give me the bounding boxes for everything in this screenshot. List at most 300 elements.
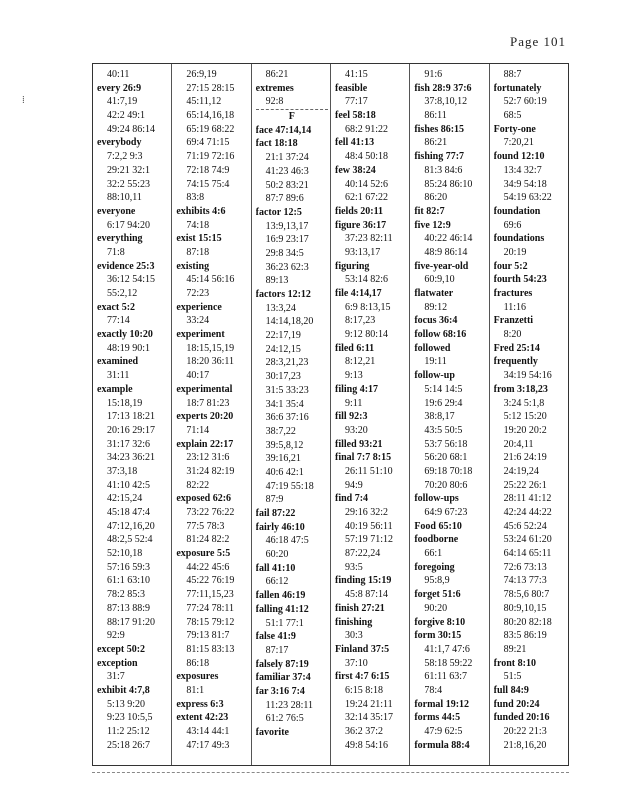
page-line-reference: 48:2,5 52:4 xyxy=(107,534,153,546)
page-line-reference: 19:20 20:2 xyxy=(503,424,547,436)
index-term: everyone xyxy=(97,205,136,217)
page-line-reference: 13:4 32:7 xyxy=(503,164,542,176)
page-line-reference: 28:11 41:12 xyxy=(503,493,552,505)
index-term: followed xyxy=(414,342,451,354)
page-line-reference: 80:9,10,15 xyxy=(503,602,547,614)
index-term: fairly 46:10 xyxy=(255,521,305,533)
page-line-reference: 81:24 82:2 xyxy=(186,534,230,546)
page-line-reference: 34:9 54:18 xyxy=(503,178,547,190)
page-line-reference: 29:8 34:5 xyxy=(265,247,304,259)
page-line-reference: 71:14 xyxy=(186,424,210,436)
index-term: focus 36:4 xyxy=(414,315,458,327)
page-line-reference: 31:24 82:19 xyxy=(186,465,235,477)
page-line-reference: 77:14 xyxy=(107,315,130,327)
index-term: filed 6:11 xyxy=(334,342,375,354)
index-term: fishing 77:7 xyxy=(414,151,465,163)
page-line-reference: 6:15 8:18 xyxy=(344,684,384,696)
page-line-reference: 40:6 42:1 xyxy=(265,466,304,478)
page-line-reference: 72:23 xyxy=(186,288,210,299)
index-term: Forty-one xyxy=(493,123,536,135)
page-line-reference: 73:22 76:22 xyxy=(186,507,235,518)
page-line-reference: 77:24 78:11 xyxy=(186,602,235,614)
index-term: foundations xyxy=(493,233,545,245)
page-line-reference: 54:19 63:22 xyxy=(503,192,552,204)
page-line-reference: 88:7 xyxy=(503,69,522,80)
page-line-reference: 21:6 24:19 xyxy=(503,452,547,464)
page-line-reference: 46:18 47:5 xyxy=(265,535,309,547)
page-line-reference: 45:8 87:14 xyxy=(344,589,389,601)
page-line-reference: 87:17 xyxy=(265,644,289,656)
page-line-reference: 92:8 xyxy=(265,96,284,108)
page-line-reference: 45:6 52:24 xyxy=(503,520,547,532)
page-line-reference: 52:10,18 xyxy=(107,548,143,560)
page-line-reference: 80:20 82:18 xyxy=(503,616,552,628)
index-term: foodborne xyxy=(414,534,459,546)
page-line-reference: 31:11 xyxy=(107,370,130,382)
page-line-reference: 45:22 76:19 xyxy=(186,575,235,587)
page-line-reference: 36:6 37:16 xyxy=(265,412,309,424)
index-term: experts 20:20 xyxy=(176,411,234,423)
page-line-reference: 87:22,24 xyxy=(344,548,381,560)
page-line-reference: 61:11 63:7 xyxy=(424,671,467,683)
section-letter: F xyxy=(256,109,328,124)
index-term: follow-up xyxy=(414,370,455,382)
page-line-reference: 24:19,24 xyxy=(503,465,539,477)
page-line-reference: 89:13 xyxy=(265,275,289,287)
page-line-reference: 40:22 46:14 xyxy=(424,233,473,245)
page-line-reference: 57:16 59:3 xyxy=(107,561,151,573)
page-line-reference: 21:1 37:24 xyxy=(265,152,309,164)
page-line-reference: 60:20 xyxy=(265,549,289,561)
index-term: face 47:14,14 xyxy=(255,124,312,136)
page-line-reference: 36:2 37:2 xyxy=(344,726,384,737)
page-line-reference: 83:8 xyxy=(186,192,205,204)
page-line-reference: 78:15 79:12 xyxy=(186,616,235,628)
page-line-reference: 25:22 26:1 xyxy=(503,479,547,491)
page-line-reference: 92:9 xyxy=(107,630,125,642)
page-line-reference: 45:14 56:16 xyxy=(186,274,235,286)
page-line-reference: 8:12,21 xyxy=(344,356,376,368)
page-line-reference: 52:7 60:19 xyxy=(503,96,547,108)
page-line-reference: 18:7 81:23 xyxy=(186,397,230,409)
index-term: few 38:24 xyxy=(334,164,376,176)
page-line-reference: 53:24 61:20 xyxy=(503,534,552,546)
page-line-reference: 93:5 xyxy=(344,561,363,573)
page-line-reference: 20:4,11 xyxy=(503,438,534,450)
page-line-reference: 45:11,12 xyxy=(186,96,222,108)
page-line-reference: 37:23 82:11 xyxy=(344,233,393,245)
page-line-reference: 41:10 42:5 xyxy=(107,479,151,491)
index-term: exposure 5:5 xyxy=(176,548,231,560)
page-line-reference: 66:12 xyxy=(265,576,289,588)
page-line-reference: 57:19 71:12 xyxy=(344,534,394,546)
page-line-reference: 22:17,19 xyxy=(265,330,301,342)
page-line-reference: 29:16 32:2 xyxy=(344,507,389,518)
page-line-reference: 43:5 50:5 xyxy=(424,424,463,436)
page-line-reference: 24:12,15 xyxy=(265,343,301,355)
page-line-reference: 34:23 36:21 xyxy=(107,452,156,464)
page-line-reference: 53:14 82:6 xyxy=(344,274,389,286)
index-term: formal 19:12 xyxy=(414,698,470,710)
page-number: Page 101 xyxy=(509,34,566,49)
page-line-reference: 42:15,24 xyxy=(107,493,143,505)
page-line-reference: 77:11,15,23 xyxy=(186,589,234,601)
page-line-reference: 16:9 23:17 xyxy=(265,234,309,246)
index-term: fishes 86:15 xyxy=(414,123,465,135)
page-line-reference: 71:8 xyxy=(107,246,125,258)
page-line-reference: 5:14 14:5 xyxy=(424,383,463,395)
page-line-reference: 81:3 84:6 xyxy=(424,164,463,176)
page-line-reference: 89:21 xyxy=(503,643,527,655)
page-line-reference: 8:20 xyxy=(503,329,522,341)
page-line-reference: 93:13,17 xyxy=(344,246,381,258)
page-line-reference: 40:19 56:11 xyxy=(344,520,393,532)
page-line-reference: 91:6 xyxy=(424,69,443,80)
page-line-reference: 30:3 xyxy=(344,630,363,642)
index-term: form 30:15 xyxy=(414,630,462,642)
page-line-reference: 40:11 xyxy=(107,69,130,80)
index-term: experimental xyxy=(176,383,233,395)
page-line-reference: 61:2 76:5 xyxy=(265,713,304,725)
page-line-reference: 31:17 32:6 xyxy=(107,438,151,450)
index-term: explain 22:17 xyxy=(176,438,234,450)
page-line-reference: 29:21 32:1 xyxy=(107,164,151,176)
index-term: experiment xyxy=(176,329,225,341)
page-line-reference: 47:17 49:3 xyxy=(186,739,230,751)
index-column xyxy=(330,64,409,765)
page-line-reference: 44:22 45:6 xyxy=(186,561,230,573)
index-term: everybody xyxy=(97,137,142,149)
page-line-reference: 28:3,21,23 xyxy=(265,357,309,369)
page-line-reference: 3:24 5:1,8 xyxy=(503,397,545,409)
index-term: follow-ups xyxy=(414,493,459,505)
index-term: except 50:2 xyxy=(97,643,146,655)
page-line-reference: 82:22 xyxy=(186,479,210,491)
page-line-reference: 41:1,7 47:6 xyxy=(424,643,470,655)
index-term: forgive 8:10 xyxy=(414,616,466,628)
page-line-reference: 37:8,10,12 xyxy=(424,96,468,108)
page-line-reference: 74:18 xyxy=(186,219,210,231)
page-line-reference: 49:8 54:16 xyxy=(344,739,389,751)
page-line-reference: 41:23 46:3 xyxy=(265,165,309,177)
index-term: fractures xyxy=(493,288,533,299)
page-line-reference: 68:2 91:22 xyxy=(344,123,389,135)
index-term: familiar 37:4 xyxy=(255,672,311,684)
page-line-reference: 9:23 10:5,5 xyxy=(107,712,153,724)
page-line-reference: 41:15 xyxy=(344,69,368,80)
page-line-reference: 11:23 28:11 xyxy=(265,699,313,711)
page-line-reference: 18:15,15,19 xyxy=(186,342,235,354)
index-column xyxy=(489,64,568,765)
page-line-reference: 60:9,10 xyxy=(424,274,455,286)
page-line-reference: 42:2 49:1 xyxy=(107,110,146,122)
page-line-reference: 8:17,23 xyxy=(344,315,376,327)
index-term: exhibit 4:7,8 xyxy=(97,684,150,696)
index-term: feel 58:18 xyxy=(334,110,376,122)
index-term: fail 87:22 xyxy=(255,508,296,519)
page-line-reference: 51:1 77:1 xyxy=(265,617,304,629)
page-line-reference: 6:17 94:20 xyxy=(107,219,151,231)
page-line-reference: 13:9,13,17 xyxy=(265,220,309,232)
page-line-reference: 48:4 50:18 xyxy=(344,151,389,163)
page-line-reference: 17:13 18:21 xyxy=(107,411,156,423)
index-term: Franzetti xyxy=(493,315,534,327)
page-line-reference: 78:4 xyxy=(424,684,443,696)
page-line-reference: 87:9 xyxy=(265,494,284,506)
index-term: exposed 62:6 xyxy=(176,493,232,505)
page-line-reference: 87:7 89:6 xyxy=(265,193,304,205)
index-term: five-year-old xyxy=(414,260,469,272)
page-line-reference: 20:22 21:3 xyxy=(503,726,547,737)
index-term: follow 68:16 xyxy=(414,329,467,341)
word-index-grid xyxy=(92,63,569,766)
page-line-reference: 30:17,23 xyxy=(265,371,301,383)
page-line-reference: 31:7 xyxy=(107,671,125,683)
page-line-reference: 90:20 xyxy=(424,602,448,614)
index-term: extremes xyxy=(255,82,294,94)
page-line-reference: 5:13 9:20 xyxy=(107,698,146,710)
page-line-reference: 9:13 xyxy=(344,370,363,382)
index-term: frequently xyxy=(493,356,538,368)
page-line-reference: 20:16 29:17 xyxy=(107,424,156,436)
index-term: exhibits 4:6 xyxy=(176,205,226,217)
page-line-reference: 68:5 xyxy=(503,110,522,122)
index-term: finding 15:19 xyxy=(334,575,392,587)
index-term: fall 41:10 xyxy=(255,562,296,574)
page-line-reference: 87:13 88:9 xyxy=(107,602,151,614)
index-column xyxy=(409,64,488,765)
page-line-reference: 69:18 70:18 xyxy=(424,465,473,477)
page-line-reference: 32:2 55:23 xyxy=(107,178,151,190)
page-line-reference: 38:7,22 xyxy=(265,425,296,437)
page-line-reference: 64:9 67:23 xyxy=(424,507,468,518)
page-line-reference: 18:20 36:11 xyxy=(186,356,235,368)
page-line-reference: 65:14,16,18 xyxy=(186,110,235,122)
margin-mark: ⁞ xyxy=(22,95,25,106)
index-column xyxy=(171,64,250,765)
index-term: fields 20:11 xyxy=(334,205,384,217)
page-line-reference: 62:1 67:22 xyxy=(344,192,389,204)
index-term: first 4:7 6:15 xyxy=(334,671,390,683)
index-term: four 5:2 xyxy=(493,260,528,272)
page-line-reference: 64:14 65:11 xyxy=(503,548,552,560)
index-term: Finland 37:5 xyxy=(334,643,390,655)
index-term: foundation xyxy=(493,205,541,217)
page-line-reference: 95:8,9 xyxy=(424,575,450,587)
index-term: Fred 25:14 xyxy=(493,342,540,354)
page-line-reference: 11:2 25:12 xyxy=(107,726,150,737)
index-term: fact 18:18 xyxy=(255,138,298,150)
index-term: file 4:14,17 xyxy=(334,288,382,299)
page-line-reference: 47:12,16,20 xyxy=(107,520,155,532)
index-term: five 12:9 xyxy=(414,219,451,231)
page-line-reference: 78:2 85:3 xyxy=(107,589,146,601)
page-line-reference: 74:13 77:3 xyxy=(503,575,547,587)
index-term: fish 28:9 37:6 xyxy=(414,82,472,94)
page-line-reference: 79:13 81:7 xyxy=(186,630,230,642)
page-line-reference: 43:14 44:1 xyxy=(186,726,230,737)
page-line-reference: 21:8,16,20 xyxy=(503,739,547,751)
index-term: exposures xyxy=(176,671,219,683)
page-line-reference: 69:6 xyxy=(503,219,522,231)
index-term: fourth 54:23 xyxy=(493,274,547,286)
page-line-reference: 25:18 26:7 xyxy=(107,739,151,751)
page-line-reference: 45:18 47:4 xyxy=(107,507,151,518)
page-line-reference: 15:18,19 xyxy=(107,397,143,409)
index-term: existing xyxy=(176,260,210,272)
index-term: fortunately xyxy=(493,82,542,94)
index-term: extent 42:23 xyxy=(176,712,229,724)
page-line-reference: 47:9 62:5 xyxy=(424,726,463,737)
page-line-reference: 49:24 86:14 xyxy=(107,123,156,135)
index-term: funded 20:16 xyxy=(493,712,550,724)
page-line-reference: 33:24 xyxy=(186,315,210,327)
bottom-rule xyxy=(92,772,569,773)
page-line-reference: 88:17 91:20 xyxy=(107,616,156,628)
index-term: finishing xyxy=(334,616,373,628)
index-term: fell 41:13 xyxy=(334,137,375,149)
page-line-reference: 74:15 75:4 xyxy=(186,178,230,190)
page-line-reference: 94:9 xyxy=(344,479,363,491)
page-line-reference: 20:19 xyxy=(503,246,527,258)
index-term: every 26:9 xyxy=(97,82,142,94)
page-line-reference: 39:16,21 xyxy=(265,453,301,465)
page-line-reference: 71:19 72:16 xyxy=(186,151,235,163)
index-term: examined xyxy=(97,356,139,368)
page-line-reference: 19:24 21:11 xyxy=(344,698,393,710)
index-term: evidence 25:3 xyxy=(97,260,155,272)
page-line-reference: 23:12 31:6 xyxy=(186,452,230,464)
page-line-reference: 81:15 83:13 xyxy=(186,643,235,655)
index-term: full 84:9 xyxy=(493,684,529,696)
page-line-reference: 9:12 80:14 xyxy=(344,329,389,341)
index-term: experience xyxy=(176,301,222,313)
page-line-reference: 48:9 86:14 xyxy=(424,246,468,258)
page-line-reference: 37:3,18 xyxy=(107,465,138,477)
index-term: formula 88:4 xyxy=(414,739,470,751)
page-line-reference: 19:6 29:4 xyxy=(424,397,463,409)
page-line-reference: 36:12 54:15 xyxy=(107,274,156,286)
page-line-reference: 85:24 86:10 xyxy=(424,178,473,190)
page-line-reference: 58:18 59:22 xyxy=(424,657,473,669)
page-line-reference: 48:19 90:1 xyxy=(107,342,151,354)
page-line-reference: 86:20 xyxy=(424,192,448,204)
index-term: filing 4:17 xyxy=(334,383,379,395)
index-term: exact 5:2 xyxy=(97,301,136,313)
page-line-reference: 86:11 xyxy=(424,110,447,122)
page-line-reference: 83:5 86:19 xyxy=(503,630,547,642)
page-line-reference: 36:23 62:3 xyxy=(265,261,309,273)
page-line-reference: 26:9,19 xyxy=(186,69,217,80)
page-line-reference: 41:7,19 xyxy=(107,96,138,108)
page-line-reference: 34:1 35:4 xyxy=(265,398,304,410)
page-line-reference: 5:12 15:20 xyxy=(503,411,547,423)
page-line-reference: 55:2,12 xyxy=(107,288,138,299)
index-term: forms 44:5 xyxy=(414,712,461,724)
index-column xyxy=(93,64,171,765)
index-term: fill 92:3 xyxy=(334,411,368,423)
index-term: factors 12:12 xyxy=(255,289,311,300)
page-line-reference: 51:5 xyxy=(503,671,522,683)
page-line-reference: 86:18 xyxy=(186,657,210,669)
index-term: flatwater xyxy=(414,288,454,299)
page-line-reference: 14:14,18,20 xyxy=(265,316,314,328)
page-line-reference: 88:10,11 xyxy=(107,192,142,204)
page-line-reference: 56:20 68:1 xyxy=(424,452,468,464)
page-line-reference: 37:10 xyxy=(344,657,368,669)
index-term: found 12:10 xyxy=(493,151,545,163)
index-term: fund 20:24 xyxy=(493,698,540,710)
page-line-reference: 34:19 54:16 xyxy=(503,370,552,382)
index-term: forget 51:6 xyxy=(414,589,461,601)
page-line-reference: 50:2 83:21 xyxy=(265,179,309,191)
index-term: far 3:16 7:4 xyxy=(255,685,305,697)
index-term: false 41:9 xyxy=(255,631,296,643)
page-line-reference: 81:1 xyxy=(186,684,205,696)
page-line-reference: 6:9 8:13,15 xyxy=(344,301,391,313)
index-term: falling 41:12 xyxy=(255,603,309,615)
page-line-reference: 27:15 28:15 xyxy=(186,82,235,94)
index-term: exception xyxy=(97,657,138,669)
page-line-reference: 86:21 xyxy=(424,137,448,149)
page-line-reference: 32:14 35:17 xyxy=(344,712,394,724)
page-line-reference: 65:19 68:22 xyxy=(186,123,235,135)
index-term: figuring xyxy=(334,260,370,272)
page-line-reference: 69:4 71:15 xyxy=(186,137,230,149)
index-term: exist 15:15 xyxy=(176,233,222,245)
index-term: factor 12:5 xyxy=(255,206,302,218)
index-term: final 7:7 8:15 xyxy=(334,452,392,464)
index-term: fallen 46:19 xyxy=(255,590,306,602)
index-term: from 3:18,23 xyxy=(493,383,548,395)
page-line-reference: 66:1 xyxy=(424,548,443,560)
index-term: favorite xyxy=(255,727,289,738)
page-line-reference: 42:24 44:22 xyxy=(503,507,552,518)
page-line-reference: 78:5,6 80:7 xyxy=(503,589,550,601)
page-line-reference: 26:11 51:10 xyxy=(344,465,393,477)
page-line-reference: 38:8,17 xyxy=(424,411,455,423)
page-line-reference: 86:21 xyxy=(265,69,289,80)
page-line-reference: 89:12 xyxy=(424,301,448,313)
page-line-reference: 40:14 52:6 xyxy=(344,178,389,190)
page-line-reference: 19:11 xyxy=(424,356,447,368)
index-term: filled 93:21 xyxy=(334,438,383,450)
index-term: example xyxy=(97,383,133,395)
page-line-reference: 77:17 xyxy=(344,96,368,108)
page-line-reference: 61:1 63:10 xyxy=(107,575,151,587)
page-line-reference: 70:20 80:6 xyxy=(424,479,468,491)
index-term: finish 27:21 xyxy=(334,602,385,614)
index-term: foregoing xyxy=(414,561,455,573)
page-line-reference: 13:3,24 xyxy=(265,302,296,314)
index-term: express 6:3 xyxy=(176,698,224,710)
index-term: feasible xyxy=(334,82,368,94)
page-line-reference: 77:5 78:3 xyxy=(186,520,225,532)
page-line-reference: 7:2,2 9:3 xyxy=(107,151,143,163)
index-term: Food 65:10 xyxy=(414,520,462,532)
page-line-reference: 47:19 55:18 xyxy=(265,480,314,492)
page-line-reference: 7:20,21 xyxy=(503,137,534,149)
index-term: front 8:10 xyxy=(493,657,536,669)
page-line-reference: 9:11 xyxy=(344,397,363,409)
index-term: exactly 10:20 xyxy=(97,329,153,341)
page-line-reference: 39:5,8,12 xyxy=(265,439,304,451)
page-line-reference: 93:20 xyxy=(344,424,368,436)
page-line-reference: 40:17 xyxy=(186,370,210,382)
page-line-reference: 31:5 33:23 xyxy=(265,384,309,396)
page-line-reference: 11:16 xyxy=(503,301,527,313)
index-term: fit 82:7 xyxy=(414,205,445,217)
